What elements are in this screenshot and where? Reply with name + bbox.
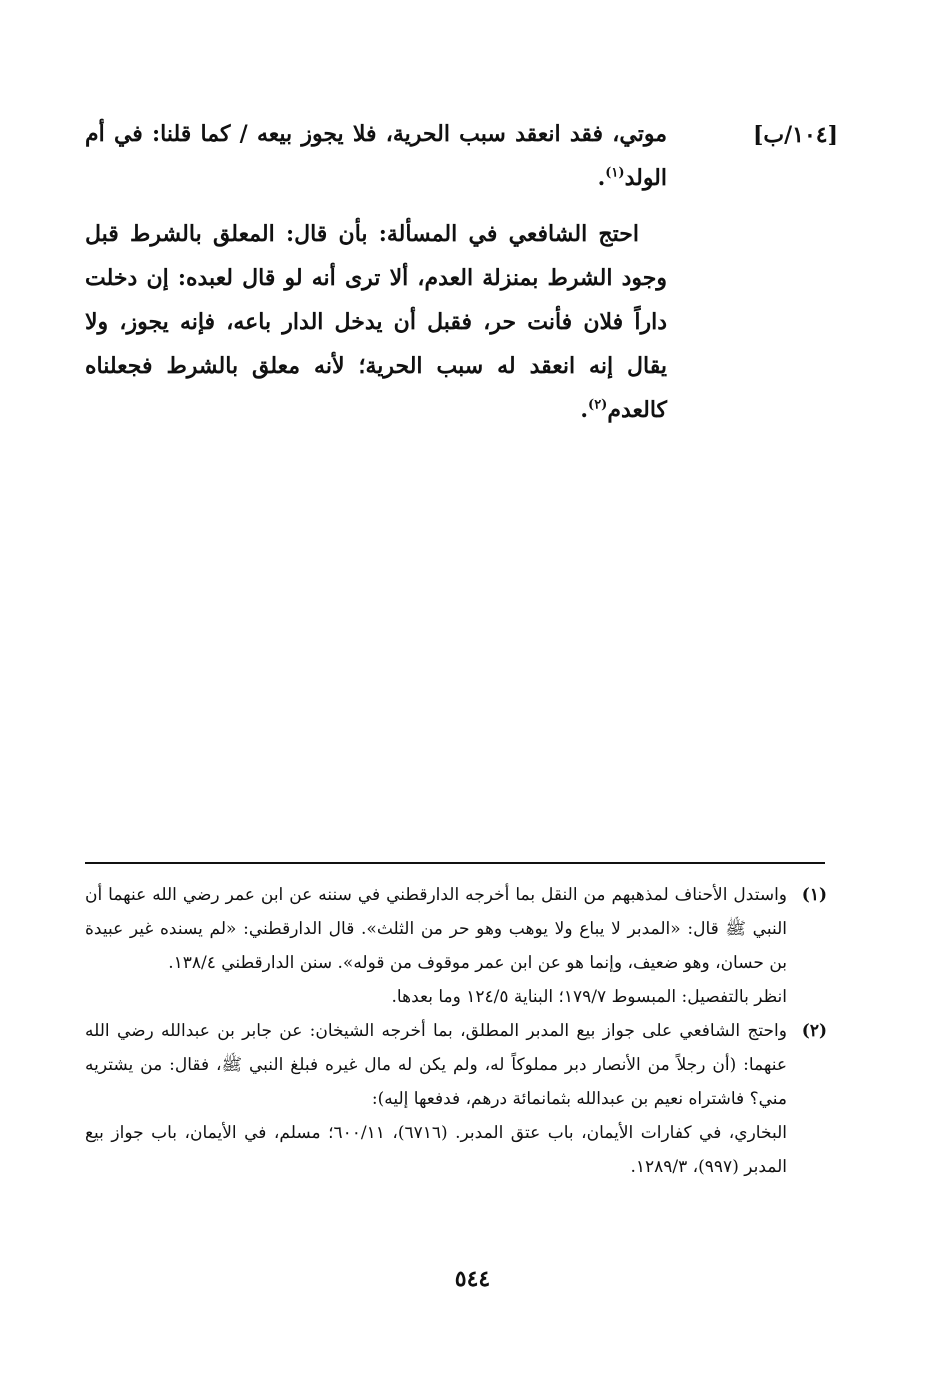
footnote-2-text: واحتج الشافعي على جواز بيع المدبر المطلق، بما أخرجه الشيخان: عن جابر بن عبدالله رضي الله عنهما: (أن رجلاً من الأنصار دبر مملوكاً له، ولم يكن له مال غيره فبلغ النبي ﷺ، فقال: من يشتريه مني؟ فاشتراه نعيم بن عبدالله بثمانمائة درهم، فدفعها إليه):	[85, 1021, 787, 1109]
page-number: ٥٤٤	[454, 1266, 491, 1292]
main-paragraph-2	[85, 212, 667, 432]
main-text-body	[85, 112, 667, 432]
footnote-2	[85, 1014, 827, 1184]
main-paragraph-1-text: موتي، فقد انعقد سبب الحرية، فلا يجوز بيعه / كما قلنا: في أم الولد	[85, 121, 667, 191]
footnote-divider	[85, 862, 825, 864]
footnotes-section	[85, 878, 827, 1184]
main-paragraph-2-text: احتج الشافعي في المسألة: بأن قال: المعلق بالشرط قبل وجود الشرط بمنزلة العدم، ألا ترى أنه لو قال لعبده: إن دخلت داراً فلان فأنت حر، فقبل أن يدخل الدار باعه، فإنه يجوز، ولا يقال إنه انعقد له سبب الحرية؛ لأنه معلق بالشرط فجعلناه كالعدم	[85, 221, 667, 423]
footnote-1-reference: انظر بالتفصيل: المبسوط ١٧٩/٧؛ البناية ١٢٤/٥ وما بعدها.	[391, 987, 787, 1007]
footnote-1	[85, 878, 827, 1014]
footnote-1-number: (١)	[801, 885, 827, 905]
manuscript-folio-reference: [١٠٤/ب]	[752, 122, 838, 148]
main-paragraph-1-end: .	[597, 165, 606, 191]
main-paragraph-1	[85, 112, 667, 200]
main-paragraph-2-end: .	[580, 397, 589, 423]
footnote-1-body	[85, 878, 787, 1014]
footnote-ref-2[interactable]: (٢)	[588, 397, 608, 413]
footnote-ref-1[interactable]: (١)	[605, 165, 625, 181]
footnote-1-text: واستدل الأحناف لمذهبهم من النقل بما أخرجه الدارقطني في سننه عن ابن عمر رضي الله عنهما أن النبي ﷺ قال: «المدبر لا يباع ولا يوهب وهو حر من الثلث». قال الدارقطني: «لم يسنده غير عبيدة بن حسان، وهو ضعيف، وإنما هو عن ابن عمر موقوف من قوله». سنن الدارقطني ١٣٨/٤.	[85, 885, 787, 973]
footnote-2-body	[85, 1014, 787, 1184]
footnote-2-number: (٢)	[801, 1021, 827, 1041]
footnote-2-reference: البخاري، في كفارات الأيمان، باب عتق المدبر. (٦٧١٦)، ٦٠٠/١١؛ مسلم، في الأيمان، باب جواز بيع المدبر (٩٩٧)، ١٢٨٩/٣.	[85, 1123, 787, 1177]
